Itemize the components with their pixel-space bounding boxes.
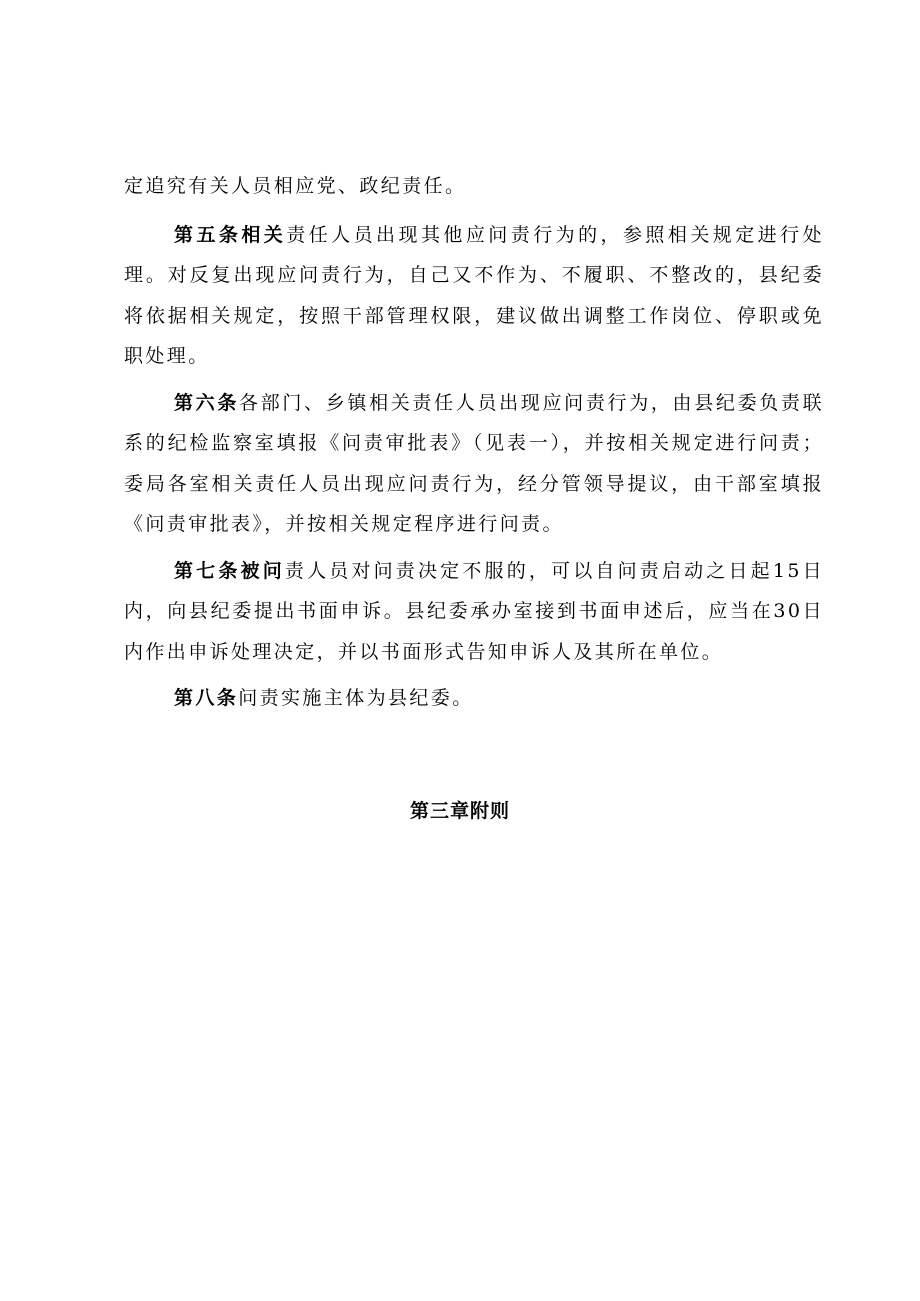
article-7-lead: 第七条被问 — [174, 559, 285, 582]
paragraph-continuation — [124, 166, 824, 207]
chapter-heading: 第三章附则 — [409, 800, 510, 822]
article-5-lead: 第五条相关 — [174, 223, 287, 246]
article-5-text: 责任人员出现其他应问责行为的，参照相关规定进行处理。对反复出现应问责行为，自己又不作为、不履职、不整改的，县纪委将依据相关规定，按照干部管理权限，建议做出调整工作岗位、停职或免职处理。 — [124, 223, 824, 367]
article-7 — [124, 551, 824, 673]
article-8-lead: 第八条 — [174, 687, 239, 709]
document-body — [124, 166, 824, 725]
article-8 — [124, 678, 824, 719]
article-5 — [124, 215, 824, 377]
article-6-text: 各部门、乡镇相关责任人员出现应问责行为，由县纪委负责联系的纪检监察室填报《问责审批表》（见表一），并按相关规定进行问责；委局各室相关责任人员出现应问责行为，经分管领导提议，由干部室填报《问责审批表》，并按相关规定程序进行问责。 — [124, 391, 824, 535]
article-8-text: 问责实施主体为县纪委。 — [238, 687, 474, 709]
article-6-lead: 第六条 — [174, 391, 240, 414]
article-6 — [124, 383, 824, 545]
article-7-text: 责人员对问责决定不服的，可以自问责启动之日起15日内，向县纪委提出书面申诉。县纪委承办室接到书面申述后，应当在30日内作出申诉处理决定，并以书面形式告知申诉人及其所在单位。 — [124, 559, 824, 663]
paragraph-text: 定追究有关人员相应党、政纪责任。 — [124, 175, 467, 197]
